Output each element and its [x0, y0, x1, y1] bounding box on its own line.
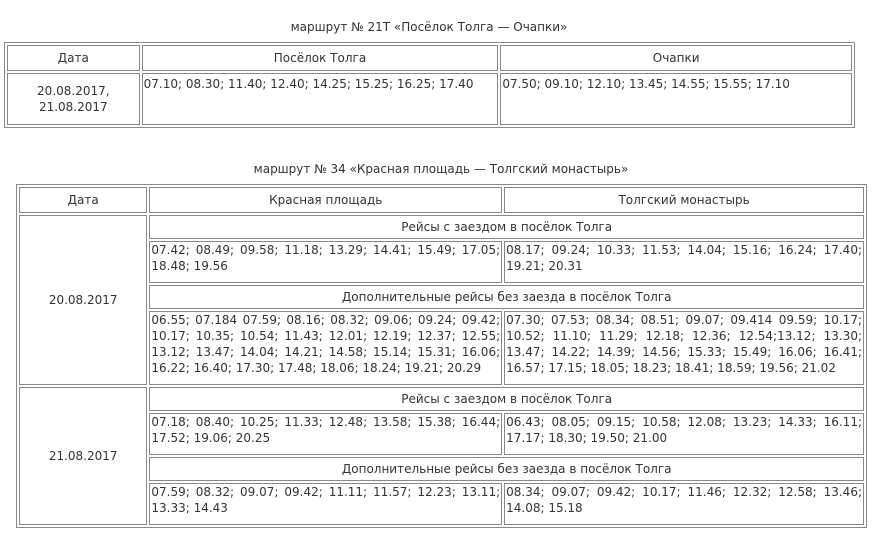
times-ochapki: 07.50; 09.10; 12.10; 13.45; 14.55; 15.55; 17.10 [500, 73, 852, 125]
times-tolgsky-monastery: 08.34; 09.07; 09.42; 10.17; 11.46; 12.32; 12.58; 13.46; 14.08; 15.18 [504, 483, 864, 525]
subheader-with-tolga: Рейсы с заездом в посёлок Толга [149, 215, 864, 239]
date-line-2: 21.08.2017 [38, 100, 108, 114]
times-krasnaya-ploshchad: 06.55; 07.184 07.59; 08.16; 08.32; 09.06; 09.24; 09.42; 10.17; 10.35; 10.54; 11.43; 12.01; 12.19; 12.37; 12.55; 13.12; 13.47; 14.04; 14.21; 14.58; 15.14; 15.31; 16.06; 16.22; 16.40; 17.30; 17.48; 18.06; 18.24; 19.21; 20.29 [149, 311, 502, 385]
col-header-krasnaya-ploshchad: Красная площадь [149, 187, 502, 213]
times-poselok-tolga: 07.10; 08.30; 11.40; 12.40; 14.25; 15.25; 16.25; 17.40 [142, 73, 499, 125]
col-header-poselok-tolga: Посёлок Толга [142, 45, 499, 71]
times-krasnaya-ploshchad: 07.18; 08.40; 10.25; 11.33; 12.48; 13.58; 15.38; 16.44; 17.52; 19.06; 20.25 [149, 413, 502, 455]
col-header-date: Дата [7, 45, 140, 71]
col-header-ochapki: Очапки [500, 45, 852, 71]
subheader-with-tolga: Рейсы с заездом в посёлок Толга [149, 387, 864, 411]
date-cell [7, 73, 140, 125]
times-tolgsky-monastery: 07.30; 07.53; 08.34; 08.51; 09.07; 09.414 09.59; 10.17; 10.52; 11.10; 11.29; 12.18; 12.36; 12.54;13.12; 13.30; 13.47; 14.22; 14.39; 14.56; 15.33; 15.49; 16.06; 16.41; 16.57; 17.15; 18.05; 18.23; 18.41; 18.59; 19.56; 21.02 [504, 311, 864, 385]
col-header-tolgsky-monastery: Толгский монастырь [504, 187, 864, 213]
route-21-table [4, 42, 855, 128]
date-cell: 20.08.2017 [19, 215, 147, 385]
subheader-without-tolga: Дополнительные рейсы без заезда в посёлок Толга [149, 285, 864, 309]
col-header-date: Дата [19, 187, 147, 213]
date-line-1: 20.08.2017, [37, 84, 110, 98]
times-krasnaya-ploshchad: 07.59; 08.32; 09.07; 09.42; 11.11; 11.57; 12.23; 13.11; 13.33; 14.43 [149, 483, 502, 525]
route-34-table [16, 184, 867, 528]
times-krasnaya-ploshchad: 07.42; 08.49; 09.58; 11.18; 13.29; 14.41; 15.49; 17.05; 18.48; 19.56 [149, 241, 502, 283]
times-tolgsky-monastery: 06.43; 08.05; 09.15; 10.58; 12.08; 13.23; 14.33; 16.11; 17.17; 18.30; 19.50; 21.00 [504, 413, 864, 455]
route-21-title: маршрут № 21Т «Посёлок Толга — Очапки» [290, 20, 568, 34]
date-cell: 21.08.2017 [19, 387, 147, 525]
subheader-without-tolga: Дополнительные рейсы без заезда в посёлок Толга [149, 457, 864, 481]
times-tolgsky-monastery: 08.17; 09.24; 10.33; 11.53; 14.04; 15.16; 16.24; 17.40; 19.21; 20.31 [504, 241, 864, 283]
route-34-title: маршрут № 34 «Красная площадь — Толгский монастырь» [253, 162, 629, 176]
